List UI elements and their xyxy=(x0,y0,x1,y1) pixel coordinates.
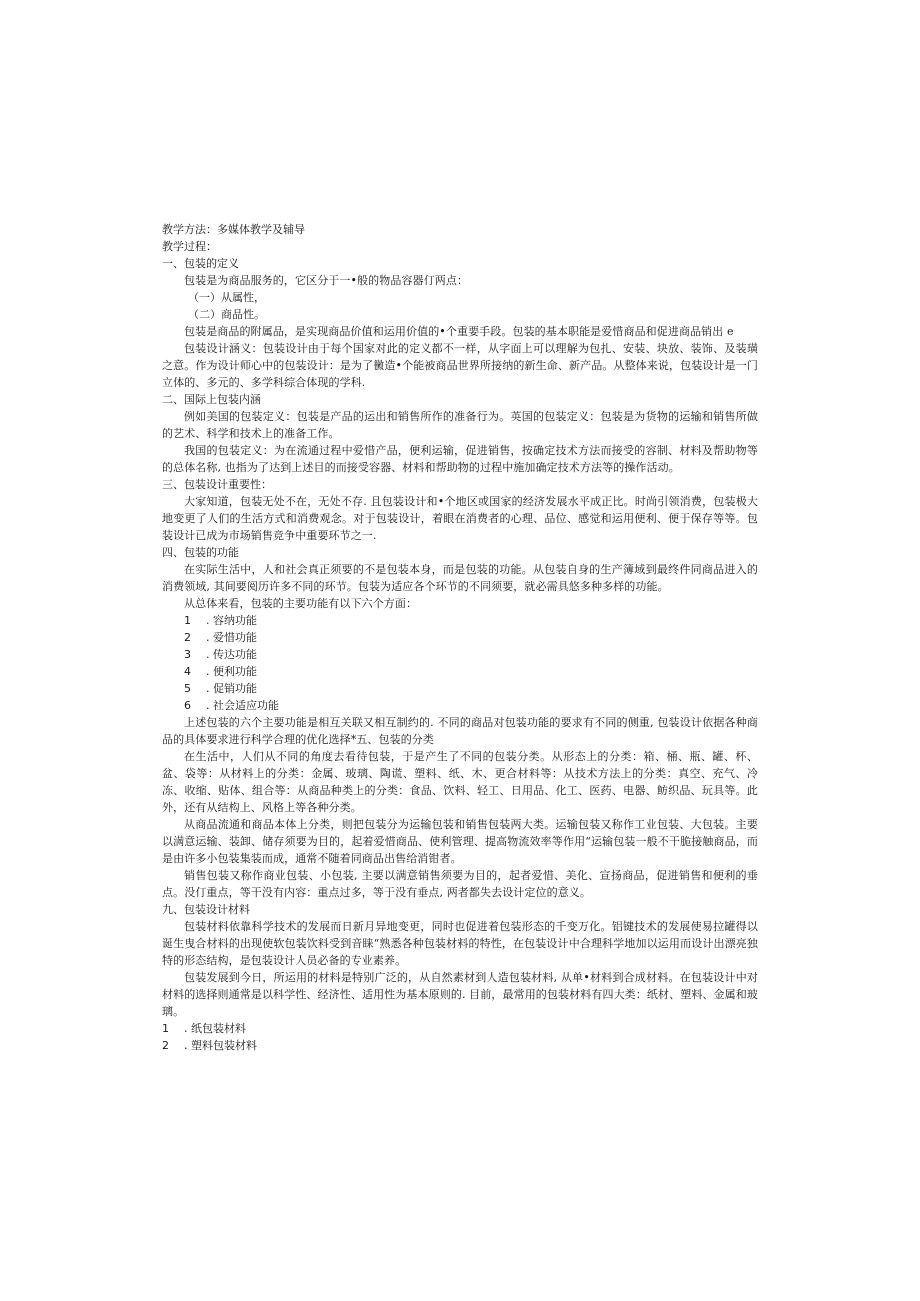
paragraph: 包装发展到今日，所运用的材料是特别广泛的，从自然素材到人造包装材料, 从单•材料到合成材料。在包装设计中对材料的选择则通常是以科学性、经济性、适用性为基本原则的. 目前，最常用的包装材料有四大类：纸材、塑料、金属和玻璃。 xyxy=(162,971,758,1018)
paragraph: 包装是商品的附属品，是实现商品价值和运用价值的•个重要手段。包装的基本职能是爱惜商品和促进商品销出 e xyxy=(184,325,734,338)
list-number: 1 xyxy=(162,1022,169,1035)
paragraph: 从商品流通和商品本体上分类，则把包装分为运输包装和销售包装两大类。运输包装又称作工业包装、大包装。主要以满意运输、装卸、储存须要为目的，起着爱惜商品、使利管理、提高物流效率等作用“运输包装一般不干脆接触商品，而是由许多小包装集装而成，通常不随着同商品出售给消钳者。 xyxy=(162,818,758,865)
list-number: 3 xyxy=(184,648,191,661)
paragraph: 大家知道，包装无处不在，无处不存. 且包装设计和•个地区或国家的经济发展水平成正比。时尚引领消费，包装极大地变更了人们的生活方式和消费观念。对于包装设计，着眼在消费者的心理、品位、感觉和运用便利、便于保存等等。包装设计已成为市场销售竞争中重要环节之一. xyxy=(162,495,758,542)
paragraph: 包装是为商品服务的，它区分于一•般的物品容器仃两点： xyxy=(184,274,469,287)
list-text: . 纸包装材料 xyxy=(184,1022,246,1035)
list-item: （一）从属性， xyxy=(188,291,265,304)
section-3-heading: 三、包装设计重要性： xyxy=(162,478,272,491)
list-item xyxy=(184,646,758,663)
list-item xyxy=(184,629,758,646)
document-page xyxy=(162,221,758,1054)
list-text: . 传达功能 xyxy=(206,648,257,661)
section-9-heading: 九、包装设计材料 xyxy=(162,903,250,916)
list-item xyxy=(162,1037,758,1054)
list-item xyxy=(184,612,758,629)
list-text: . 便利功能 xyxy=(206,665,257,678)
list-number: 4 xyxy=(184,665,191,678)
section-4-heading: 四、包装的功能 xyxy=(162,546,239,559)
section-2-heading: 二、国际上包装内涵 xyxy=(162,393,261,406)
list-text: . 促销功能 xyxy=(206,682,257,695)
list-number: 2 xyxy=(184,631,191,644)
list-text: . 容纳功能 xyxy=(206,614,257,627)
list-item xyxy=(184,680,758,697)
paragraph: 从总体来看，包装的主要功能有以下六个方面： xyxy=(184,597,418,610)
paragraph: 在生活中，人们从不同的角度去看待包装，于是产生了不同的包装分类。从形态上的分类：箱、桶、瓶、罐、杯、盆、袋等：从材料上的分类：金属、玻璃、陶谎、塑料、纸、木、更合材料等：从技术方法上的分类：真空、充气、冷冻、收缩、贴体、组合等：从商品种类上的分类：食品、饮料、轻工、日用品、化工、医药、电器、鲂织品、玩具等。此外，还有从结构上、风格上等各种分类。 xyxy=(162,750,758,814)
paragraph: 包装材料依靠科学技术的发展而日新月异地变更，同时也促进着包装形态的千变万化。铝键技术的发展使易拉罐得以诞生曳合材料的出现使软包装饮料受到音睐“熟悉各种包装材料的特性，在包装设计中合理科学地加以运用而设计出漂亮独特的形态结构，是包装设计人员必备的专业素养。 xyxy=(162,920,758,967)
list-item xyxy=(184,697,758,714)
list-number: 6 xyxy=(184,699,191,712)
paragraph: 销售包装又称作商业包装、小包装, 主要以满意销售须要为目的，起者爱惜、美化、宣扬商品，促进销售和便利的垂点。没仃重点，等干没有内容：重点过多，等于没有垂点, 两者都失去设计定位的意义。 xyxy=(162,869,758,899)
list-number: 2 xyxy=(162,1039,169,1052)
list-item xyxy=(184,663,758,680)
teaching-method: 教学方法：多媒体教学及辅导 xyxy=(162,223,305,236)
paragraph: 包装设计涵义：包装设计由于每个国家对此的定义都不一样，从字面上可以理解为包扎、安装、块放、装饰、及装璜之意。作为设计师心中的包装设计：是为了黴造•个能被商品世界所接纳的新生命、新产品。从整体来说，包装设计是一门立体的、多元的、多学科综合体现的学科. xyxy=(162,342,758,389)
paragraph: 上述包装的六个主要功能是相互关联又相互制约的. 不同的商品对包装功能的要求有不同的侧重, 包装设计依据各种商品的具体要求进行科学合理的优化选择*五、包装的分类 xyxy=(162,716,758,746)
list-number: 5 xyxy=(184,682,191,695)
paragraph: 我国的包装定义：为在流通过程中爱惜产品，便利运输，促进销售，按确定技术方法而接受的容制、材料及帮助物等的总体名称, 也指为了达到上述目的而接受容器、材料和帮助物的过程中施加确定技术方法等的操作活动。 xyxy=(162,444,758,474)
list-item xyxy=(162,1020,758,1037)
function-list xyxy=(162,612,758,714)
paragraph: 例如美国的包装定义：包装是产品的运出和销售所作的准备行为。英国的包装定义：包装是为货物的运输和销售所做的艺术、科学和技术上的准备工作。 xyxy=(162,410,758,440)
list-text: . 爱惜功能 xyxy=(206,631,257,644)
teaching-process: 教学过程： xyxy=(162,240,217,253)
list-text: . 社会适应功能 xyxy=(206,699,279,712)
section-1-heading: 一、包装的定义 xyxy=(162,257,239,270)
list-number: 1 xyxy=(184,614,191,627)
paragraph: 在实际生活中，人和社会真正须要的不是包装本身，而是包装的功能。从包装自身的生产簿域到最终件同商品进入的消费领域, 其间要阅历许多不同的环节。包装为适应各个环节的不同须要，就必需具悠多种多样的功能。 xyxy=(162,563,758,593)
list-text: . 塑料包装材料 xyxy=(184,1039,257,1052)
list-item: （二）商品性。 xyxy=(188,308,265,321)
